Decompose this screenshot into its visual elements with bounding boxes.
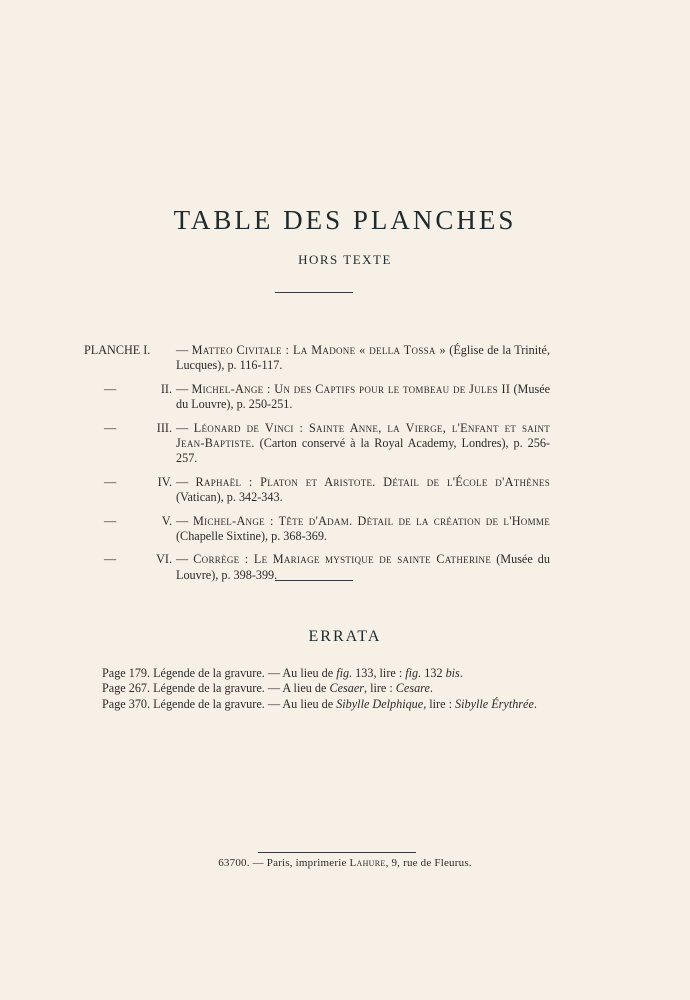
plate-number: III.: [156, 420, 172, 435]
plate-work: : Platon et Aristote. Détail de l'École d'Athènes: [241, 474, 551, 489]
plate-work: : Le Mariage mystique de sainte Catherine: [239, 552, 492, 567]
plate-artist: Michel-Ange: [191, 381, 264, 396]
ditto-dash: —: [104, 513, 117, 528]
errata-line: Page 370. Légende de la gravure. — Au lieu de Sibylle Delphique, lire : Sibylle Érythrée.: [102, 696, 537, 711]
plate-number: V.: [161, 513, 172, 528]
plate-artist: Matteo Civitale: [191, 343, 282, 357]
plate-number: PLANCHE I.: [84, 343, 151, 357]
plate-location: (Vatican), p. 342-343.: [176, 490, 283, 505]
page-subtitle: HORS TEXTE: [298, 252, 392, 267]
errata-line: Page 267. Légende de la gravure. — A lieu de Cesaer, lire : Cesare.: [102, 681, 433, 696]
plate-entry: — IV. — Raphaël : Platon et Aristote. Détail de l'École d'Athènes (Vatican), p. 342-343.: [104, 474, 551, 505]
errata-list: [82, 666, 548, 712]
plate-work: : Un des Captifs pour le tombeau de Jules II: [263, 381, 511, 396]
plate-location: (Église de la Trinité, Lucques), p. 116-117.: [176, 343, 550, 373]
plate-entry: PLANCHE I. — Matteo Civitale : La Madone « della Tossa » (Église de la Trinité, Lucques), p. 116-117.: [84, 343, 550, 373]
ditto-dash: —: [104, 420, 117, 435]
plates-list: [84, 343, 550, 591]
page-title: TABLE DES PLANCHES: [173, 205, 517, 235]
errata-line: Page 179. Légende de la gravure. — Au lieu de fig. 133, lire : fig. 132 bis.: [102, 666, 463, 680]
plate-entry: — II. — Michel-Ange : Un des Captifs pour le tombeau de Jules II (Musée du Louvre), p. 250-251.: [104, 381, 551, 412]
plate-entry: — III. — Léonard de Vinci : Sainte Anne, la Vierge, l'Enfant et saint Jean-Baptiste. (Carton conservé à la Royal Academy, Londres), p. 256-257.: [104, 420, 550, 466]
plate-number: VI.: [156, 552, 172, 567]
ditto-dash: —: [104, 552, 117, 567]
ditto-dash: —: [104, 474, 117, 489]
plate-location: (Musée du Louvre), p. 250-251.: [176, 381, 551, 412]
plate-location: (Musée du Louvre), p. 398-399.: [176, 552, 550, 582]
plate-work: : Tête d'Adam. Détail de la création de l'Homme: [264, 513, 551, 528]
plate-artist: Léonard de Vinci: [193, 420, 294, 435]
printer-imprint: 63700. — Paris, imprimerie Lahure, 9, rue de Fleurus.: [218, 857, 472, 869]
plate-work: : La Madone « della Tossa »: [281, 343, 446, 357]
footer-rule: [258, 852, 416, 853]
errata-title: ERRATA: [308, 628, 382, 645]
divider-rule: [275, 292, 353, 293]
plate-entry: — VI. — Corrège : Le Mariage mystique de sainte Catherine (Musée du Louvre), p. 398-399.: [104, 552, 550, 582]
plate-work: : Sainte Anne, la Vierge, l'Enfant et saint Jean-Baptiste.: [176, 420, 550, 451]
plate-artist: Corrège: [193, 552, 240, 567]
plate-location: (Carton conservé à la Royal Academy, Londres), p. 256-257.: [176, 436, 550, 466]
plate-number: II.: [160, 381, 172, 396]
plate-artist: Michel-Ange: [192, 513, 265, 528]
divider-rule: [275, 580, 353, 581]
plate-number: IV.: [157, 474, 172, 489]
ditto-dash: —: [104, 381, 117, 396]
plate-entry: — V. — Michel-Ange : Tête d'Adam. Détail de la création de l'Homme (Chapelle Sixtine), p. 368-369.: [104, 513, 551, 544]
plate-location: (Chapelle Sixtine), p. 368-369.: [176, 529, 327, 544]
plate-artist: Raphaël: [195, 474, 242, 489]
